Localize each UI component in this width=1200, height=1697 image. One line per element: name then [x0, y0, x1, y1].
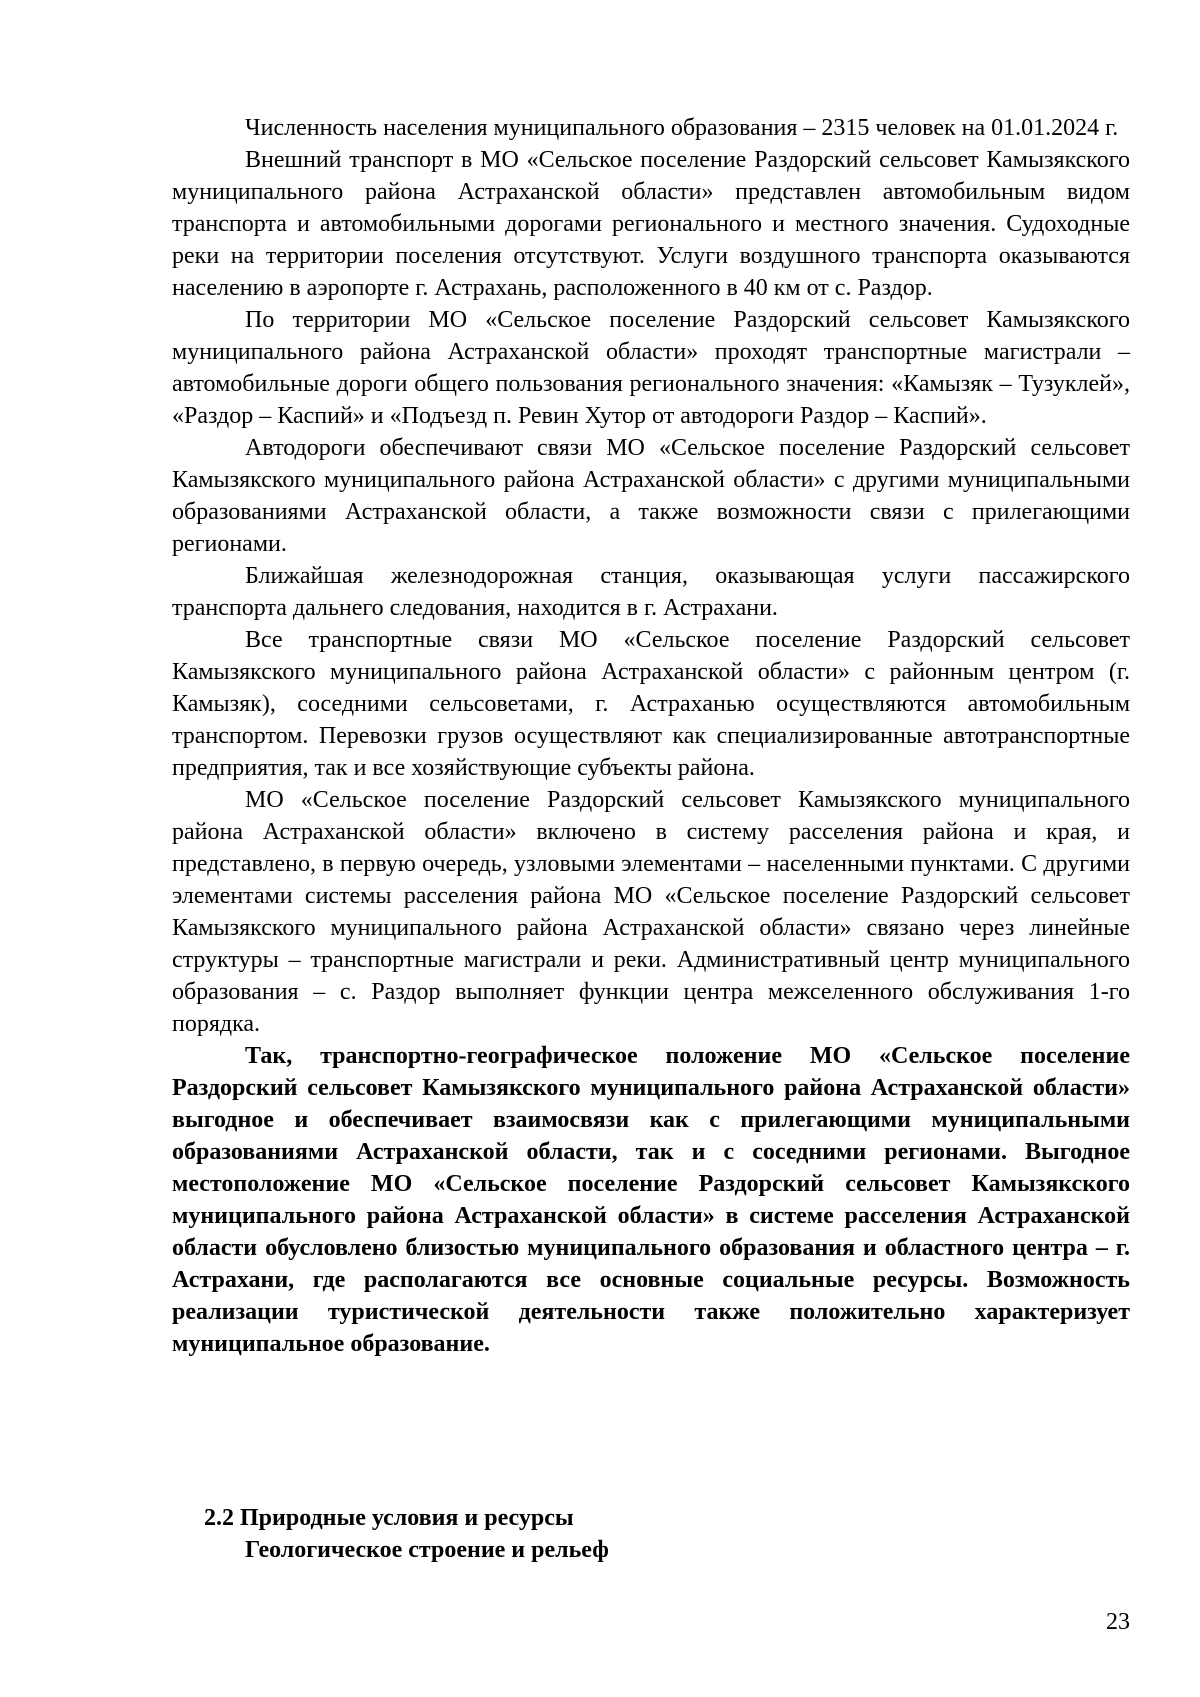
subsection-heading: Геологическое строение и рельеф	[245, 1537, 609, 1563]
section-heading: 2.2 Природные условия и ресурсы	[204, 1505, 574, 1531]
paragraph-external-transport: Внешний транспорт в МО «Сельское поселение Раздорский сельсовет Камызякского муниципального района Астраханской области» представлен автомобильным видом транспорта и автомобильными дорогами регионального и местного значения. Судоходные реки на территории поселения отсутствуют. Услуги воздушного транспорта оказываются населению в аэропорте г. Астрахань, расположенного в 40 км от с. Раздор.	[172, 147, 1130, 301]
page-number: 23	[1106, 1609, 1130, 1635]
paragraph-railway-station: Ближайшая железнодорожная станция, оказывающая услуги пассажирского транспорта дальнего следования, находится в г. Астрахани.	[172, 563, 1130, 621]
document-body	[172, 112, 1130, 1360]
paragraph-settlement-system: МО «Сельское поселение Раздорский сельсовет Камызякского муниципального района Астраханской области» включено в систему расселения района и края, и представлено, в первую очередь, узловыми элементами – населенными пунктами. С другими элементами системы расселения района МО «Сельское поселение Раздорский сельсовет Камызякского муниципального района Астраханской области» связано через линейные структуры – транспортные магистрали и реки. Административный центр муниципального образования – с. Раздор выполняет функции центра межселенного обслуживания 1-го порядка.	[172, 787, 1130, 1037]
paragraph-population: Численность населения муниципального образования – 2315 человек на 01.01.2024 г.	[245, 115, 1119, 141]
paragraph-conclusion: Так, транспортно-географическое положение МО «Сельское поселение Раздорский сельсовет Камызякского муниципального района Астраханской области» выгодное и обеспечивает взаимосвязи как с прилегающими муниципальными образованиями Астраханской области, так и с соседними регионами. Выгодное местоположение МО «Сельское поселение Раздорский сельсовет Камызякского муниципального района Астраханской области» в системе расселения Астраханской области обусловлено близостью муниципального образования и областного центра – г. Астрахани, где располагаются все основные социальные ресурсы. Возможность реализации туристической деятельности также положительно характеризует муниципальное образование.	[172, 1043, 1130, 1357]
paragraph-highways: По территории МО «Сельское поселение Раздорский сельсовет Камызякского муниципального района Астраханской области» проходят транспортные магистрали – автомобильные дороги общего пользования регионального значения: «Камызяк – Тузуклей», «Раздор – Каспий» и «Подъезд п. Ревин Хутор от автодороги Раздор – Каспий».	[172, 307, 1130, 429]
paragraph-road-connections: Автодороги обеспечивают связи МО «Сельское поселение Раздорский сельсовет Камызякского муниципального района Астраханской области» с другими муниципальными образованиями Астраханской области, а также возможности связи с прилегающими регионами.	[172, 435, 1130, 557]
paragraph-transport-links: Все транспортные связи МО «Сельское поселение Раздорский сельсовет Камызякского муниципального района Астраханской области» с районным центром (г. Камызяк), соседними сельсоветами, г. Астраханью осуществляются автомобильным транспортом. Перевозки грузов осуществляют как специализированные автотранспортные предприятия, так и все хозяйствующие субъекты района.	[172, 627, 1130, 781]
